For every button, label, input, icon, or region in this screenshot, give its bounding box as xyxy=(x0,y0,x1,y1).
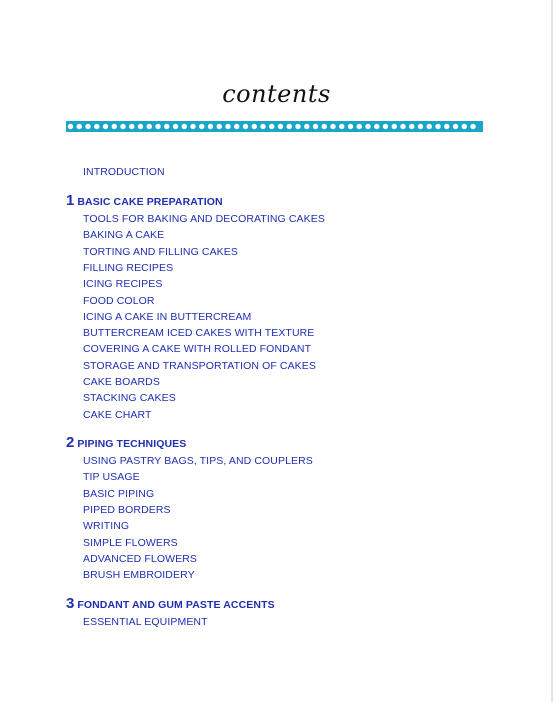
toc-entry[interactable]: FILLING RECIPES xyxy=(83,261,174,274)
section-number: 2 xyxy=(66,434,75,451)
toc-entry[interactable]: STORAGE AND TRANSPORTATION OF CAKES xyxy=(83,359,316,372)
toc-entry[interactable]: WRITING xyxy=(83,520,130,533)
section-title: PIPING TECHNIQUES xyxy=(77,438,187,450)
toc-entry[interactable]: BUTTERCREAM ICED CAKES WITH TEXTURE xyxy=(83,327,315,340)
toc-entry[interactable]: BRUSH EMBROIDERY xyxy=(83,569,195,582)
toc-entry[interactable]: STACKING CAKES xyxy=(83,392,176,405)
toc-entry[interactable]: SIMPLE FLOWERS xyxy=(83,536,178,549)
toc-entry[interactable]: COVERING A CAKE WITH ROLLED FONDANT xyxy=(83,343,312,356)
toc-entry[interactable]: TIP USAGE xyxy=(83,471,140,484)
toc-section-heading[interactable] xyxy=(66,434,186,452)
toc-entry[interactable]: ICING RECIPES xyxy=(83,278,163,291)
toc-entry[interactable]: BASIC PIPING xyxy=(83,487,155,500)
toc-entry[interactable]: PIPED BORDERS xyxy=(83,503,171,516)
page-title: contents xyxy=(222,80,331,108)
toc-entry[interactable]: USING PASTRY BAGS, TIPS, AND COUPLERS xyxy=(83,455,313,467)
section-title: BASIC CAKE PREPARATION xyxy=(77,196,223,208)
toc-entry[interactable]: CAKE BOARDS xyxy=(83,376,160,388)
toc-entry[interactable]: FOOD COLOR xyxy=(83,294,155,307)
toc-entry[interactable]: TORTING AND FILLING CAKES xyxy=(83,245,238,258)
section-number: 3 xyxy=(66,595,75,612)
section-number: 1 xyxy=(66,192,75,209)
toc-entry-introduction[interactable]: INTRODUCTION xyxy=(83,166,165,178)
toc-section-heading[interactable] xyxy=(66,192,223,210)
toc-entry[interactable]: ADVANCED FLOWERS xyxy=(83,552,198,565)
toc-section-heading[interactable] xyxy=(66,595,275,613)
toc-entry[interactable]: BAKING A CAKE xyxy=(83,229,165,242)
toc-entry[interactable]: TOOLS FOR BAKING AND DECORATING CAKES xyxy=(83,213,325,225)
toc-entry[interactable]: ESSENTIAL EQUIPMENT xyxy=(83,616,208,628)
section-title: FONDANT AND GUM PASTE ACCENTS xyxy=(77,599,275,611)
toc-entry[interactable]: CAKE CHART xyxy=(83,408,152,421)
toc-entry[interactable]: ICING A CAKE IN BUTTERCREAM xyxy=(83,310,252,323)
